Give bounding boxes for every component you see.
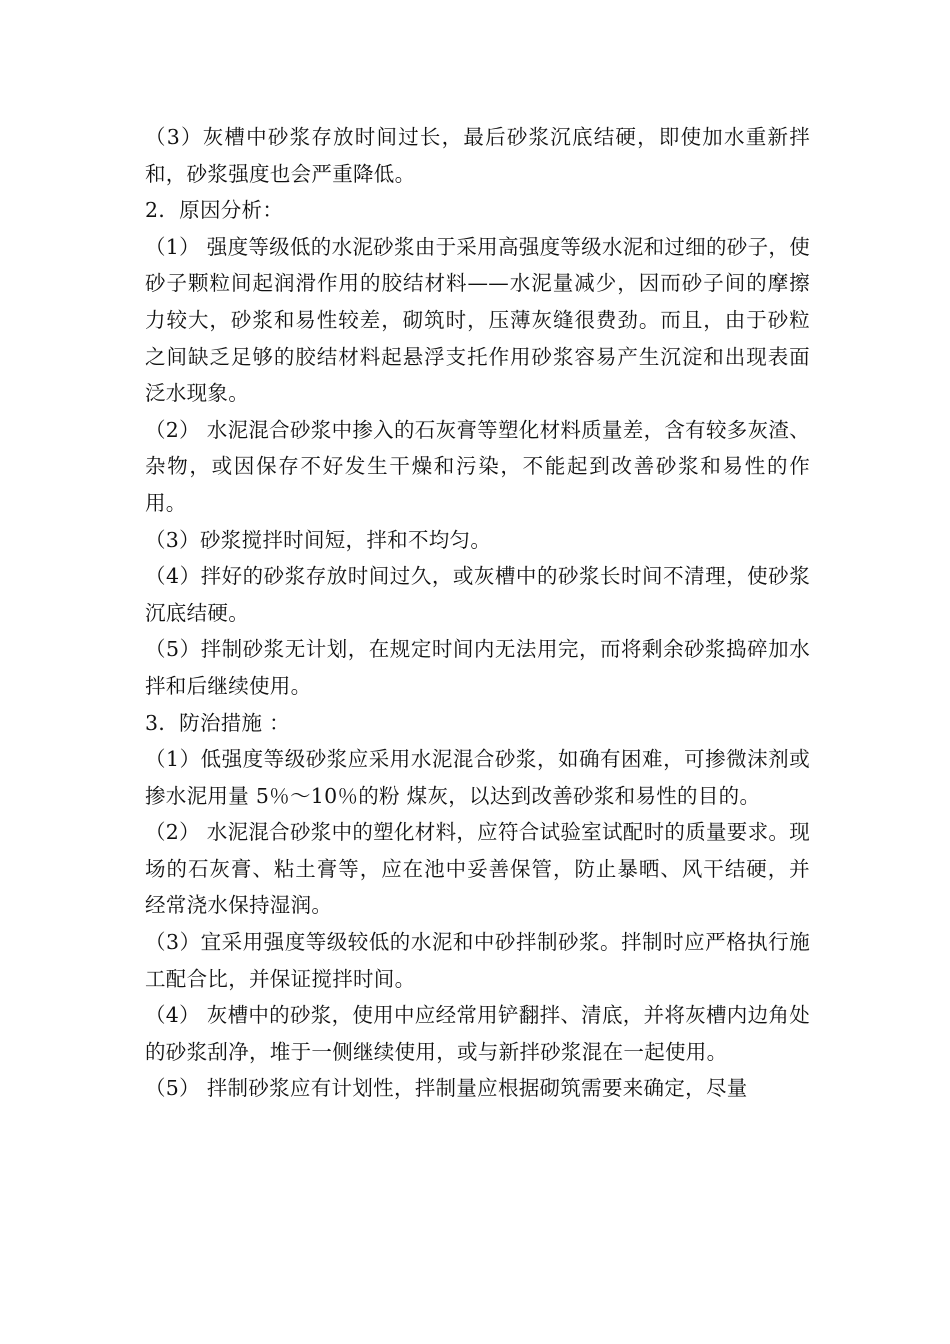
paragraph-cause-4: （4）拌好的砂浆存放时间过久，或灰槽中的砂浆长时间不清理，使砂浆沉底结硬。 (145, 564, 810, 625)
paragraph-cause-2: （2） 水泥混合砂浆中掺入的石灰膏等塑化材料质量差，含有较多灰渣、杂物，或因保存不好发生干燥和污染，不能起到改善砂浆和易性的作用。 (145, 417, 810, 515)
paragraph-measure-5: （5） 拌制砂浆应有计划性，拌制量应根据砌筑需要来确定，尽量 (145, 1076, 748, 1101)
heading-prevention-measures: 3．防治措施 ： (145, 710, 290, 735)
paragraph-measure-4: （4） 灰槽中的砂浆，使用中应经常用铲翻拌、清底，并将灰槽内边角处的砂浆刮净，堆于一侧继续使用，或与新拌砂浆混在一起使用。 (145, 1003, 810, 1064)
paragraph-measure-3: （3）宜采用强度等级较低的水泥和中砂拌制砂浆。拌制时应严格执行施工配合比，并保证搅拌时间。 (145, 930, 810, 991)
paragraph-cause-3: （3）砂浆搅拌时间短，拌和不均匀。 (145, 527, 492, 552)
paragraph-cause-1: （1） 强度等级低的水泥砂浆由于采用高强度等级水泥和过细的砂子，使砂子颗粒间起润滑作用的胶结材料——水泥量减少，因而砂子间的摩擦力较大，砂浆和易性较差，砌筑时，压薄灰缝很费劲。而且，由于砂粒之间缺乏足够的胶结材料起悬浮支托作用砂浆容易产生沉淀和出现表面泛水现象。 (145, 234, 810, 406)
paragraph-measure-1: （1）低强度等级砂浆应采用水泥混合砂浆，如确有困难，可掺微沫剂或掺水泥用量 5％～10％的粉 煤灰，以达到改善砂浆和易性的目的。 (145, 747, 810, 808)
document-body (145, 119, 810, 1107)
paragraph-measure-2: （2） 水泥混合砂浆中的塑化材料，应符合试验室试配时的质量要求。现场的石灰膏、粘土膏等，应在池中妥善保管，防止暴晒、风干结硬，并经常浇水保持湿润。 (145, 820, 810, 918)
paragraph-symptom-3: （3）灰槽中砂浆存放时间过长，最后砂浆沉底结硬，即使加水重新拌和，砂浆强度也会严重降低。 (145, 125, 810, 186)
paragraph-cause-5: （5）拌制砂浆无计划，在规定时间内无法用完，而将剩余砂浆捣碎加水拌和后继续使用。 (145, 637, 810, 698)
heading-cause-analysis: 2．原因分析： (145, 198, 284, 223)
